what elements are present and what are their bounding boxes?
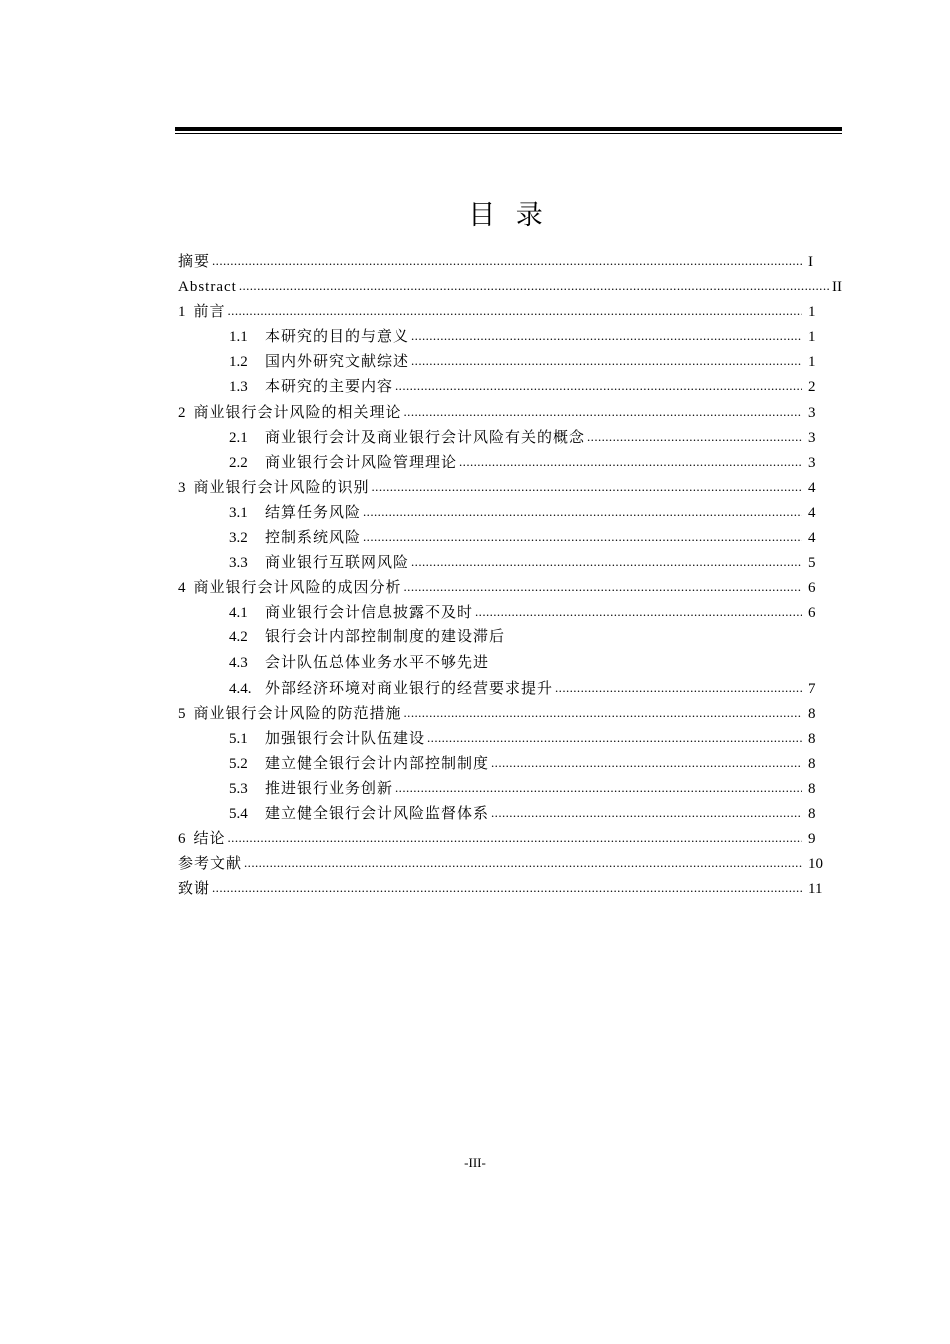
toc-entry-number: 5.4 — [229, 806, 248, 823]
toc-entry-number: 1.2 — [229, 354, 248, 371]
dot-leader — [491, 800, 802, 826]
toc-entry-label: 前言 — [193, 304, 226, 321]
toc-entry-page: 4 — [808, 504, 816, 521]
toc-entry-number: 1.3 — [229, 379, 248, 396]
toc-entry[interactable] — [178, 249, 842, 274]
dot-leader — [363, 499, 802, 525]
dot-leader — [587, 424, 802, 450]
toc-entry-label: 商业银行互联网风险 — [265, 555, 410, 572]
toc-entry-page: I — [808, 254, 813, 270]
toc-entry-label: 推进银行业务创新 — [265, 780, 394, 797]
toc-entry-label: 商业银行会计风险的相关理论 — [193, 404, 402, 421]
toc-entry-label: 参考文献 — [178, 856, 243, 873]
toc-entry-page: II — [832, 279, 842, 296]
toc-entry-label: 国内外研究文献综述 — [265, 354, 410, 371]
dot-leader — [239, 273, 830, 299]
dot-leader — [411, 348, 802, 374]
toc-entry-label: 本研究的主要内容 — [265, 379, 394, 396]
dot-leader — [555, 675, 802, 701]
toc-entry-page: 3 — [808, 404, 816, 421]
toc-entry-label: 商业银行会计及商业银行会计风险有关的概念 — [265, 429, 586, 446]
toc-entry[interactable] — [178, 374, 842, 399]
toc-entry[interactable] — [178, 876, 842, 901]
toc-entry-label: 商业银行会计风险的成因分析 — [193, 580, 402, 597]
toc-entry-page: 4 — [808, 530, 816, 547]
toc-entry-number: 4.3 — [229, 654, 248, 671]
toc-entry-number: 6 — [178, 831, 186, 848]
toc-entry-label: 会计队伍总体业务水平不够先进 — [265, 654, 490, 671]
toc-entry-label: 本研究的目的与意义 — [265, 329, 410, 346]
toc-entry-page: 8 — [808, 705, 816, 722]
toc-entry[interactable] — [178, 400, 842, 425]
dot-leader — [244, 850, 802, 876]
page-number: -III- — [464, 1155, 486, 1170]
toc-entry-label: 摘要 — [178, 254, 211, 270]
dot-leader — [212, 248, 802, 274]
dot-leader — [228, 298, 802, 324]
toc-entry-page: 1 — [808, 354, 816, 371]
dot-leader — [228, 825, 802, 851]
table-of-contents — [178, 249, 842, 901]
toc-entry-page: 2 — [808, 379, 816, 396]
toc-entry-label: 致谢 — [178, 881, 211, 898]
toc-entry-label: 商业银行会计风险的识别 — [193, 479, 370, 496]
toc-entry-label: 结论 — [193, 831, 226, 848]
toc-entry-label: 外部经济环境对商业银行的经营要求提升 — [265, 680, 554, 697]
toc-entry[interactable] — [178, 475, 842, 500]
toc-entry-page: 8 — [808, 806, 816, 823]
dot-leader — [491, 750, 802, 776]
dot-leader — [395, 373, 802, 399]
toc-entry-label: 控制系统风险 — [265, 530, 362, 547]
toc-entry[interactable] — [178, 450, 842, 475]
toc-entry-page: 7 — [808, 680, 816, 697]
toc-entry-label: 商业银行会计风险管理理论 — [265, 454, 458, 471]
toc-entry-label: Abstract — [178, 279, 237, 296]
toc-entry[interactable] — [178, 801, 842, 826]
toc-entry-page: 3 — [808, 429, 816, 446]
dot-leader — [404, 700, 802, 726]
toc-entry[interactable] — [178, 274, 842, 299]
dot-leader — [411, 323, 802, 349]
header-rule — [175, 127, 842, 131]
toc-entry-label: 建立健全银行会计风险监督体系 — [265, 806, 490, 823]
toc-entry-number: 5 — [178, 705, 186, 722]
toc-entry[interactable] — [178, 324, 842, 349]
toc-entry-page: 5 — [808, 555, 816, 572]
toc-entry[interactable] — [178, 500, 842, 525]
toc-entry-label: 加强银行会计队伍建设 — [265, 730, 426, 747]
dot-leader — [475, 599, 802, 625]
toc-entry-label: 商业银行会计信息披露不及时 — [265, 605, 474, 622]
toc-entry-page: 10 — [808, 856, 823, 873]
header-rule-thin — [175, 133, 842, 134]
dot-leader — [404, 574, 802, 600]
toc-entry-page: 1 — [808, 304, 816, 321]
toc-entry[interactable] — [178, 349, 842, 374]
toc-entry-number: 4.1 — [229, 605, 248, 622]
toc-entry-number: 2.1 — [229, 429, 248, 446]
toc-entry[interactable] — [178, 525, 842, 550]
dot-leader — [212, 875, 802, 901]
dot-leader — [404, 399, 802, 425]
toc-entry-page: 8 — [808, 755, 816, 772]
toc-entry-number: 3.2 — [229, 530, 248, 547]
dot-leader — [459, 449, 802, 475]
toc-entry-number: 5.2 — [229, 755, 248, 772]
toc-entry-number: 4 — [178, 580, 186, 597]
dot-leader — [395, 775, 802, 801]
dot-leader — [427, 725, 802, 751]
toc-entry-number: 4.2 — [229, 629, 248, 646]
toc-entry-label: 结算任务风险 — [265, 504, 362, 521]
toc-entry-page: 6 — [808, 580, 816, 597]
toc-entry-number: 4.4. — [229, 680, 252, 697]
toc-entry[interactable] — [178, 701, 842, 726]
dot-leader — [411, 549, 802, 575]
toc-entry-label: 建立健全银行会计内部控制制度 — [265, 755, 490, 772]
toc-entry[interactable] — [178, 826, 842, 851]
toc-entry-page: 1 — [808, 329, 816, 346]
toc-entry-page: 6 — [808, 605, 816, 622]
dot-leader — [363, 524, 802, 550]
toc-entry-number: 3 — [178, 479, 186, 496]
toc-entry[interactable] — [178, 550, 842, 575]
toc-entry[interactable] — [178, 751, 842, 776]
toc-entry[interactable] — [178, 625, 842, 650]
toc-entry[interactable] — [178, 299, 842, 324]
toc-entry-page: 3 — [808, 454, 816, 471]
toc-entry[interactable] — [178, 425, 842, 450]
toc-entry-page: 8 — [808, 730, 816, 747]
toc-entry[interactable] — [178, 600, 842, 625]
toc-entry-number: 1 — [178, 304, 186, 321]
dot-leader — [372, 474, 802, 500]
toc-entry-number: 3.3 — [229, 555, 248, 572]
toc-entry-label: 银行会计内部控制制度的建设滞后 — [265, 629, 506, 646]
toc-entry[interactable] — [178, 851, 842, 876]
toc-entry-label: 商业银行会计风险的防范措施 — [193, 705, 402, 722]
toc-entry-page: 4 — [808, 479, 816, 496]
toc-entry[interactable] — [178, 651, 842, 676]
toc-entry[interactable] — [178, 676, 842, 701]
toc-entry-page: 8 — [808, 780, 816, 797]
toc-entry[interactable] — [178, 776, 842, 801]
page-title: 目 录 — [468, 200, 549, 231]
toc-entry-number: 1.1 — [229, 329, 248, 346]
toc-entry-page: 9 — [808, 831, 816, 848]
toc-entry[interactable] — [178, 726, 842, 751]
toc-entry-number: 2.2 — [229, 454, 248, 471]
toc-entry-number: 2 — [178, 404, 186, 421]
toc-entry-number: 3.1 — [229, 504, 248, 521]
toc-entry-page: 11 — [808, 881, 823, 898]
toc-entry-number: 5.3 — [229, 780, 248, 797]
toc-entry-number: 5.1 — [229, 730, 248, 747]
toc-entry[interactable] — [178, 575, 842, 600]
